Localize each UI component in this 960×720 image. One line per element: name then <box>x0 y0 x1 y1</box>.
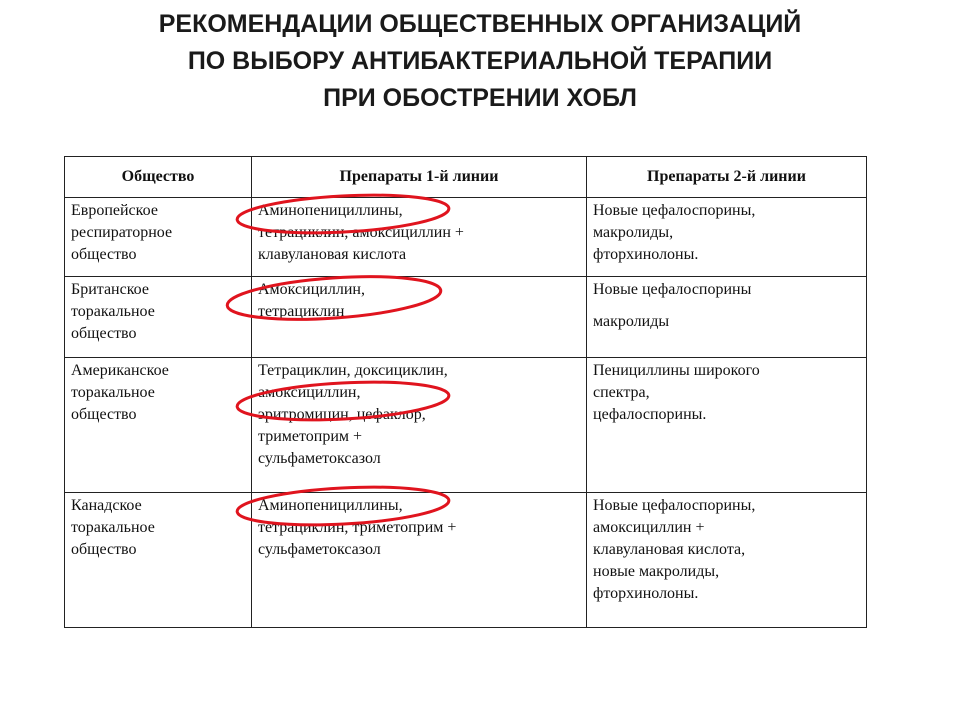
cell-line: Американское <box>71 362 169 379</box>
cell-line: фторхинолоны. <box>593 246 699 263</box>
cell-line: торакальное <box>71 384 155 401</box>
second-line-cell <box>587 358 867 493</box>
cell-line: клавулановая кислота <box>258 246 407 263</box>
cell-line: тетрациклин, амоксициллин + <box>258 224 464 241</box>
second-line-cell <box>587 198 867 277</box>
society-cell <box>65 277 252 358</box>
cell-line: Европейское <box>71 202 158 219</box>
cell-line: Пенициллины широкого <box>593 362 760 379</box>
cell-gap <box>593 301 860 311</box>
table-row-canadian <box>65 493 867 628</box>
cell-line: Новые цефалоспорины <box>593 281 752 298</box>
cell-line: Британское <box>71 281 149 298</box>
society-cell <box>65 493 252 628</box>
cell-line: сульфаметоксазол <box>258 541 381 558</box>
cell-line: спектра, <box>593 384 650 401</box>
cell-line: Аминопенициллины, <box>258 202 403 219</box>
cell-line: тетрациклин, триметоприм + <box>258 519 457 536</box>
society-cell <box>65 198 252 277</box>
header-first-line: Препараты 1-й линии <box>252 157 587 198</box>
table-row-american <box>65 358 867 493</box>
cell-line: цефалоспорины. <box>593 406 707 423</box>
title-line-3: ПРИ ОБОСТРЕНИИ ХОБЛ <box>323 84 637 112</box>
header-second-line: Препараты 2-й линии <box>587 157 867 198</box>
table-row-british <box>65 277 867 358</box>
society-cell <box>65 358 252 493</box>
cell-line: Аминопенициллины, <box>258 497 403 514</box>
cell-line: триметоприм + <box>258 428 363 445</box>
cell-line: торакальное <box>71 303 155 320</box>
second-line-cell <box>587 493 867 628</box>
table-header-row <box>65 157 867 198</box>
cell-line: амоксициллин + <box>593 519 705 536</box>
cell-line: эритромицин, цефаклор, <box>258 406 426 423</box>
title-line-2: ПО ВЫБОРУ АНТИБАКТЕРИАЛЬНОЙ ТЕРАПИИ <box>187 47 773 75</box>
cell-line: торакальное <box>71 519 155 536</box>
cell-line: Амоксициллин, <box>258 281 365 298</box>
cell-line: общество <box>71 406 137 423</box>
cell-line: общество <box>71 541 137 558</box>
cell-line: амоксициллин, <box>258 384 361 401</box>
slide-title <box>0 6 960 117</box>
recommendations-table <box>64 156 867 628</box>
first-line-cell <box>252 198 587 277</box>
title-line-1: РЕКОМЕНДАЦИИ ОБЩЕСТВЕННЫХ ОРГАНИЗАЦИЙ <box>158 10 802 38</box>
cell-line: Тетрациклин, доксициклин, <box>258 362 448 379</box>
cell-line: Канадское <box>71 497 142 514</box>
cell-line: респираторное <box>71 224 173 241</box>
first-line-cell <box>252 493 587 628</box>
second-line-cell <box>587 277 867 358</box>
header-society: Общество <box>65 157 252 198</box>
cell-line: макролиды, <box>593 224 674 241</box>
cell-line: макролиды <box>593 313 670 330</box>
cell-line: сульфаметоксазол <box>258 450 381 467</box>
cell-line: клавулановая кислота, <box>593 541 746 558</box>
cell-line: фторхинолоны. <box>593 585 699 602</box>
table-row-european <box>65 198 867 277</box>
cell-line: тетрациклин <box>258 303 345 320</box>
cell-line: Новые цефалоспорины, <box>593 202 756 219</box>
cell-line: Новые цефалоспорины, <box>593 497 756 514</box>
cell-line: общество <box>71 325 137 342</box>
first-line-cell <box>252 277 587 358</box>
cell-line: общество <box>71 246 137 263</box>
cell-line: новые макролиды, <box>593 563 720 580</box>
first-line-cell <box>252 358 587 493</box>
